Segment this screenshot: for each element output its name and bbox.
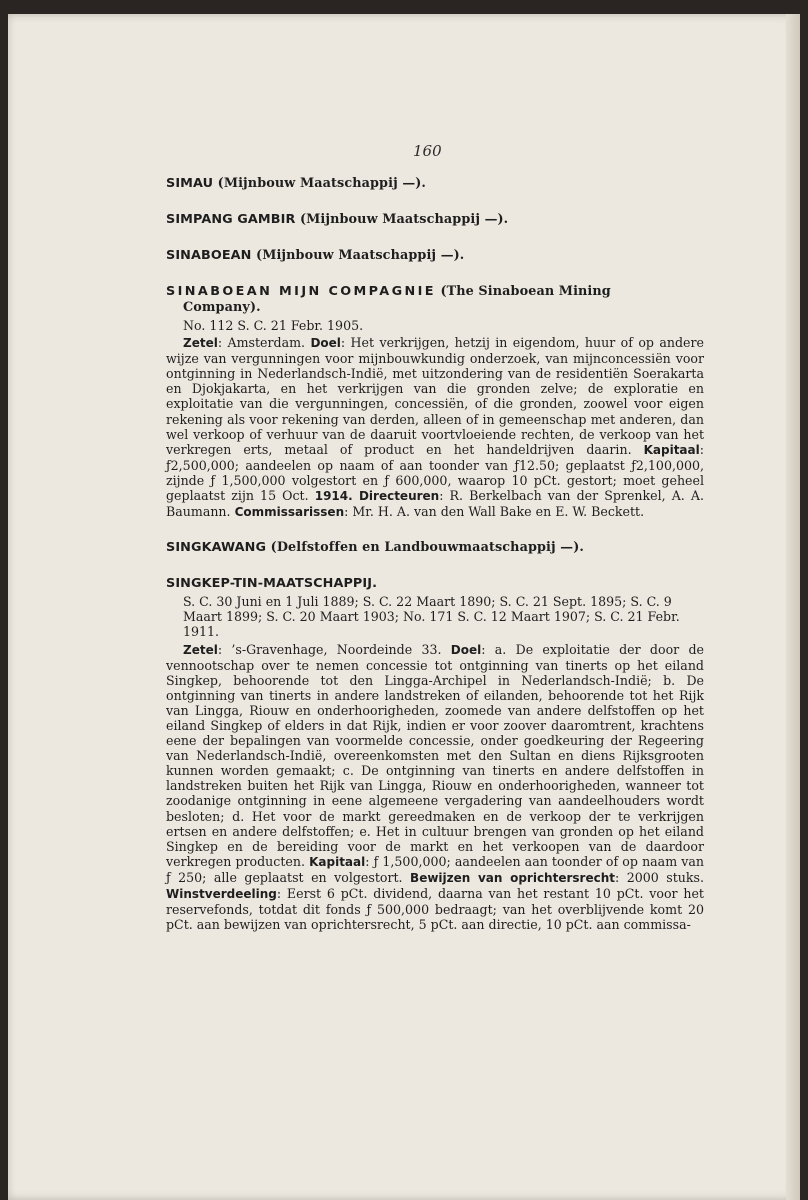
kapitaal-text: : ƒ2,500,000; aandeelen op naam of aan toonder van ƒ12.50; geplaatst ƒ2,100,000, zijnde ƒ 1,500,000 volgestort en ƒ 600,000, waarop 10 pCt. gestort; moet geheel geplaatst zijn 15 Oct. <box>166 441 704 504</box>
doel-text: : a. De exploitatie der door de vennootschap over te nemen concessie tot ontginning van tinerts op het eiland Singkep, behoorende tot den Lingga-Archipel in Nederlandsch-Indië; b. De ontginning van tinerts in andere landstreken of eilanden, behoorende tot het Rijk van Lingga, Riouw en onderhoorigheden, zoomede van andere delfstoffen op het eiland Singkep of elders in dat Rijk, indien er voor zoover daaromtrent, krachtens eene der bepalingen van voormelde concessie, onder goedkeuring der Regeering van Nederlandsch-Indië, overeenkomsten met den Sultan en diens Rijksgrooten kunnen worden gemaakt; c. De ontginning van tinerts en andere delfstoffen in landstreken buiten het Rijk van Lingga, Riouw en onderhoorigheden, wanneer tot zoodanige ontginning in eene algemeene vergadering van aandeelhouders wordt besloten; d. Het voor de markt gereedmaken en de verkoop der te verkrijgen ertsen en andere delfstoffen; e. Het in cultuur brengen van gronden op het eiland Singkep en de bereiding voor de markt en het verkoopen van de daardoor verkregen producten. <box>166 641 704 869</box>
page-edge-shadow <box>786 14 800 1200</box>
entry-suffix: (Mijnbouw Maatschappij —). <box>295 212 509 227</box>
entry-simau <box>166 176 704 192</box>
doel-label: Doel <box>310 336 341 351</box>
entry-suffix: (Mijnbouw Maatschappij —). <box>213 176 426 191</box>
entry-singkep-tin-maatschappij <box>166 576 704 932</box>
entry-body <box>166 335 704 520</box>
zetel-label: Zetel <box>183 642 218 657</box>
page-number: 160 <box>413 142 442 160</box>
commissarissen-label: Commissarissen <box>234 505 345 520</box>
zetel-text: : Amsterdam. <box>217 335 311 351</box>
bewijzen-text: : 2000 stuks. <box>615 869 704 885</box>
entry-suffix: (Delfstoffen en Landbouwmaatschappij —). <box>266 540 584 556</box>
winstverdeeling-label: Winstverdeeling <box>166 887 277 901</box>
entry-name: SINABOEAN <box>166 248 252 263</box>
entry-sinaboean-mijn-compagnie <box>166 284 704 520</box>
kapitaal-label: Kapitaal <box>643 442 700 457</box>
entry-singkawang <box>166 540 704 556</box>
zetel-label: Zetel <box>183 336 218 351</box>
entry-reference: S. C. 30 Juni en 1 Juli 1889; S. C. 22 Maart 1890; S. C. 21 Sept. 1895; S. C. 9 Maart 1899; S. C. 20 Maart 1903; No. 171 S. C. 12 Maart 1907; S. C. 21 Febr. 1911. <box>183 594 680 640</box>
entry-name: SIMAU <box>166 176 214 191</box>
commissarissen-text: : Mr. H. A. van den Wall Bake en E. W. Beckett. <box>344 504 645 520</box>
entry-body <box>166 642 704 933</box>
doel-label: Doel <box>450 642 482 657</box>
directeuren-text: : R. Berkelbach van der Sprenkel, A. A. Baumann. <box>166 488 704 520</box>
kapitaal-text: : ƒ 1,500,000; aandeelen aan toonder of op naam van ƒ 250; alle geplaatst en volgestort. <box>166 853 704 885</box>
doel-text: : Het verkrijgen, hetzij in eigendom, huur of op andere wijze van vergunningen voor mijnbouwkundig onderzoek, van mijnconcessiën voor ontginning in Nederlandsch-Indië, met uitzondering van de residentiën Soerakarta en Djokjakarta, en het verkrijgen van die gronden zelve; de exploratie en exploitatie van die vergunningen, concessiën, of die gronden, zoowel voor eigen rekening als voor rekening van derden, alleen of in gemeenschap met anderen, dan wel verkoop of verhuur van de daaruit voortvloeiende rechten, de verkoop van het verkregen erts, metaal of product en het handeldrijven daarin. <box>166 335 704 457</box>
directeuren-label: . Directeuren <box>348 489 440 504</box>
page-sheet <box>8 14 800 1200</box>
entry-name: SIMPANG GAMBIR <box>166 212 296 227</box>
entry-name: SINGKAWANG <box>166 540 267 556</box>
year-bold: 1914 <box>314 489 349 504</box>
entry-name-continued: Company). <box>183 300 261 315</box>
bewijzen-label: Bewijzen van oprichtersrecht <box>410 870 615 885</box>
entry-name: SINABOEAN MIJN COMPAGNIE <box>166 284 436 299</box>
page-content <box>166 176 704 952</box>
entry-reference: No. 112 S. C. 21 Febr. 1905. <box>183 318 364 333</box>
kapitaal-label: Kapitaal <box>309 854 366 869</box>
winstverdeeling-text: : Eerst 6 pCt. dividend, daarna van het restant 10 pCt. voor het reservefonds, totdat dit fonds ƒ 500,000 bedraagt; van het overblijvende komt 20 pCt. aan bewijzen van oprichtersrecht, 5 pCt. aan directie, 10 pCt. aan commissa- <box>166 886 704 933</box>
zetel-text: : ’s-Gravenhage, Noordeinde 33. <box>217 641 451 657</box>
entry-suffix: (The Sinaboean Mining <box>435 284 611 299</box>
entry-sinaboean <box>166 248 704 264</box>
entry-simpang-gambir <box>166 212 704 228</box>
entry-suffix: (Mijnbouw Maatschappij —). <box>251 248 465 263</box>
entry-name: SINGKEP-TIN-MAATSCHAPPIJ. <box>166 576 378 592</box>
